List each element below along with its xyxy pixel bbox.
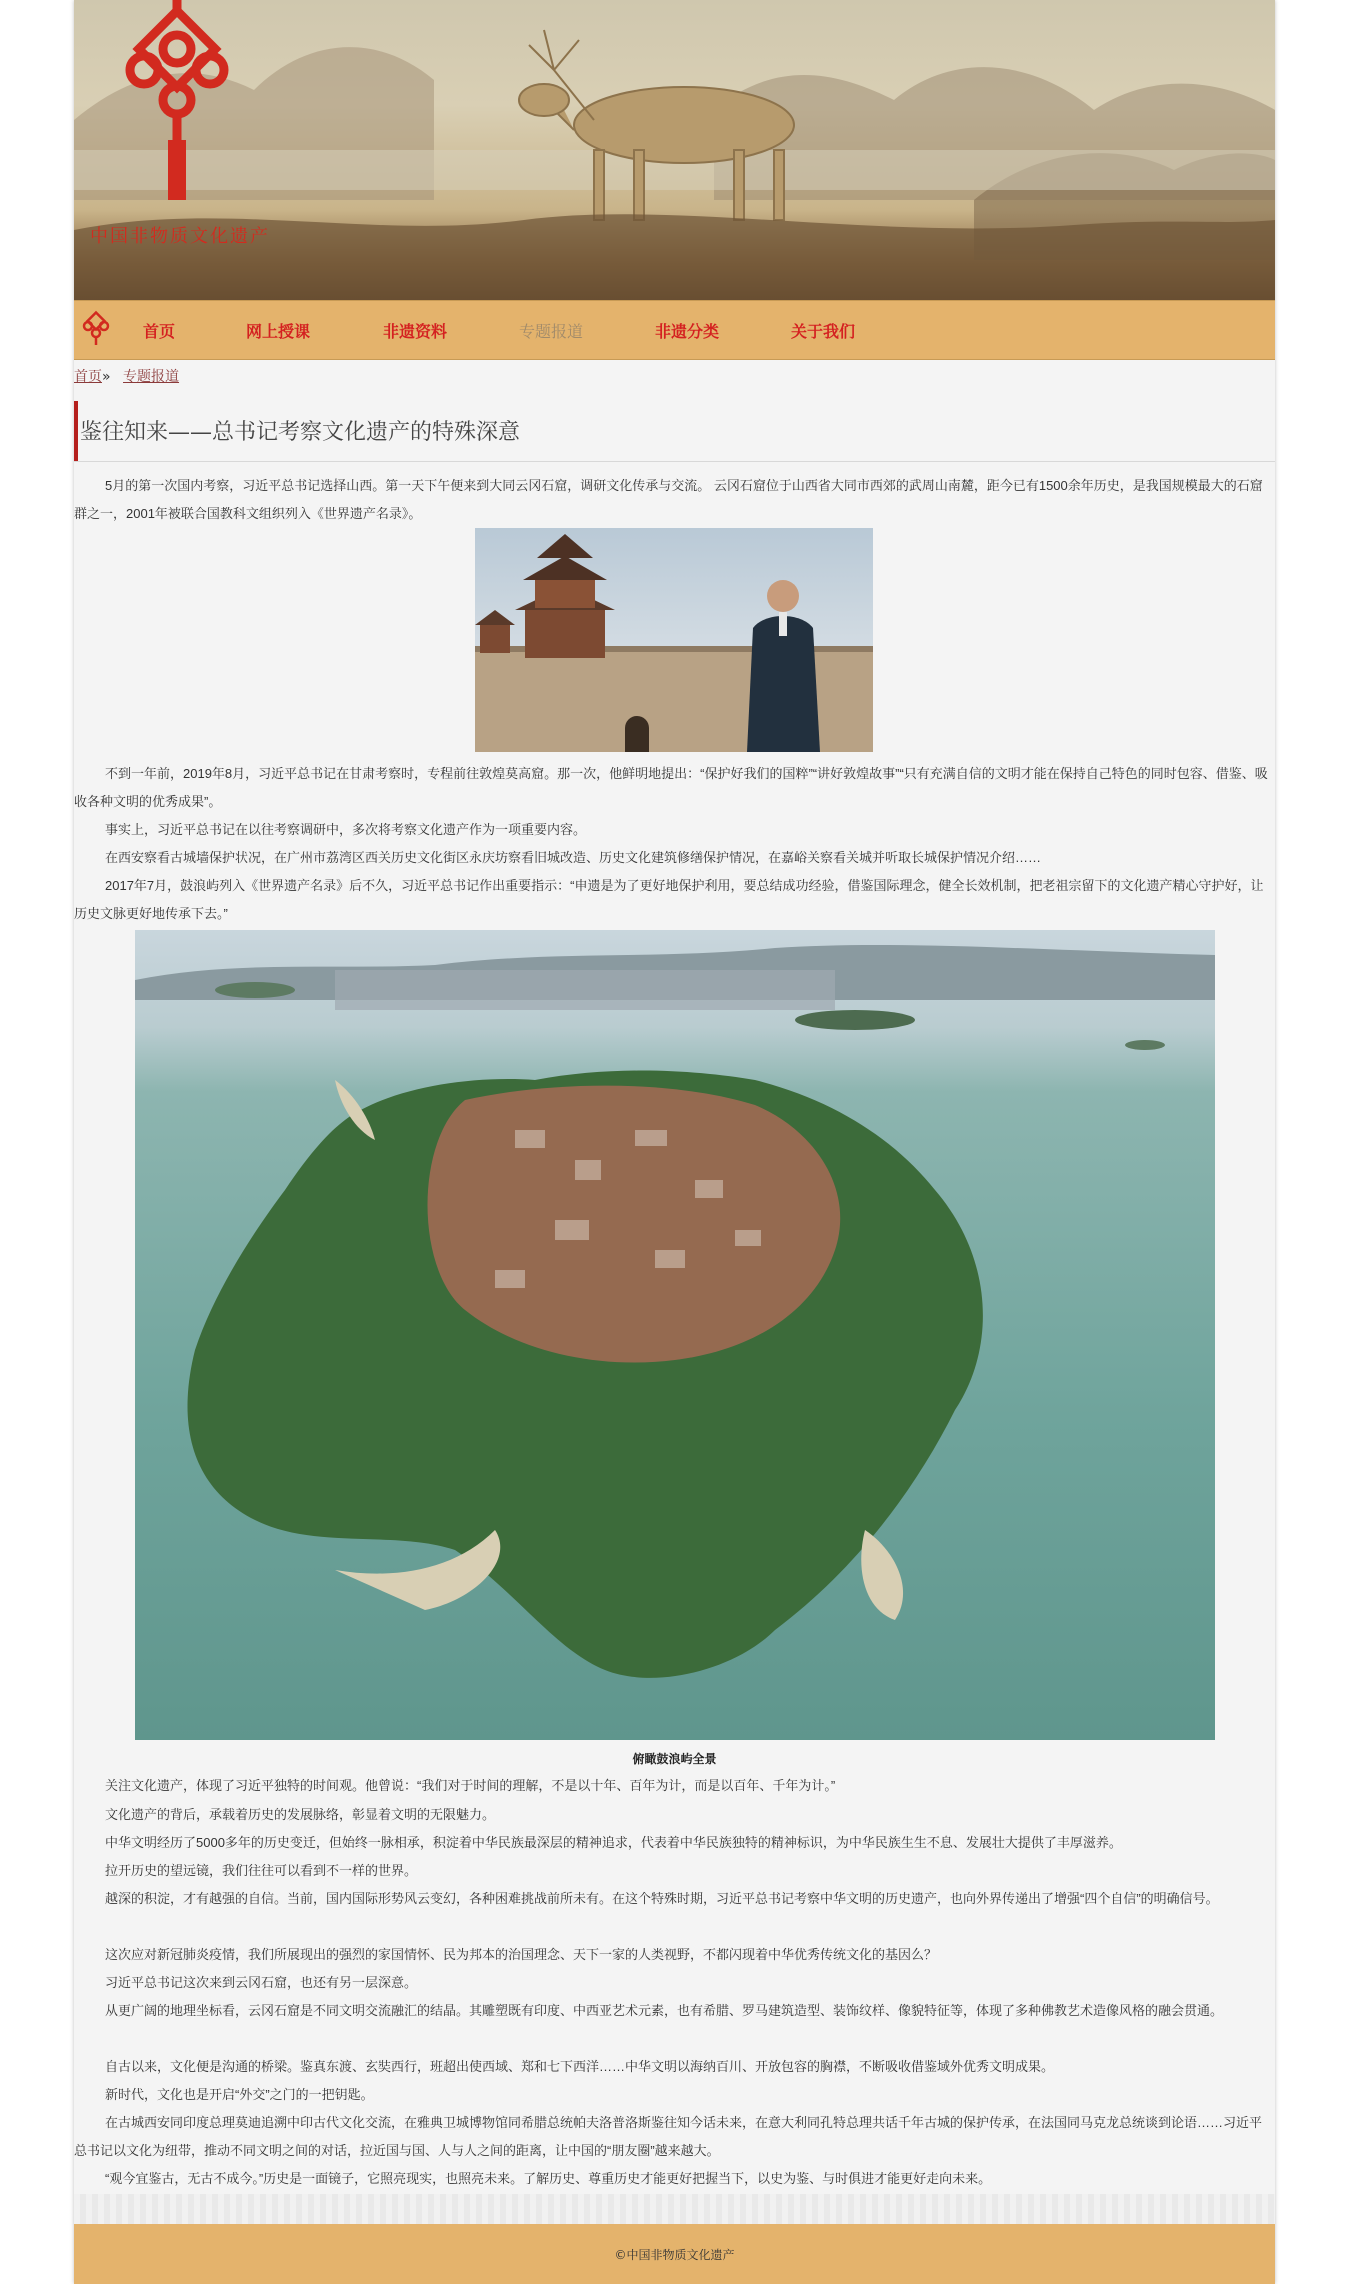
header-banner (74, 0, 1275, 300)
photo-caption: 俯瞰鼓浪屿全景 (632, 1752, 717, 1766)
article-title-bar (74, 401, 1275, 462)
nav-item-heritage-categories[interactable]: 非遗分类 (655, 322, 720, 341)
chinese-knot-logo (122, 0, 232, 205)
article-paragraph: 新时代，文化也是开启“外交”之门的一把钥匙。 (105, 2087, 374, 2102)
article-paragraph: 越深的积淀，才有越强的自信。当前，国内国际形势风云变幻，各种困难挑战前所未有。在这个特殊时期，习近平总书记考察中华文明的历史遗产，也向外界传递出了增强“四个自信”的明确信号。 (105, 1891, 1219, 1906)
article-paragraph: 在西安察看古城墙保护状况，在广州市荔湾区西关历史文化街区永庆坊察看旧城改造、历史文化建筑修缮保护情况，在嘉峪关察看关城并听取长城保护情况介绍…… (105, 850, 1042, 865)
title-accent-mark (74, 401, 78, 461)
footer-copyright: ©中国非物质文化遗产 (614, 2248, 735, 2262)
nav-knot-icon (82, 309, 110, 349)
article-paragraph: 这次应对新冠肺炎疫情，我们所展现出的强烈的家国情怀、民为邦本的治国理念、天下一家的人类视野，不都闪现着中华优秀传统文化的基因么？ (105, 1947, 938, 1962)
breadcrumb-separator: » (102, 369, 111, 385)
article-photo-gulangyu (135, 930, 1215, 1740)
breadcrumb (74, 366, 179, 386)
article-paragraph: 自古以来，文化便是沟通的桥梁。鉴真东渡、玄奘西行，班超出使西域、郑和七下西洋……中华文明以海纳百川、开放包容的胸襟，不断吸收借鉴域外优秀文明成果。 (105, 2059, 1055, 2074)
nav-item-about-us[interactable]: 关于我们 (791, 322, 856, 341)
nav-item-online-courses[interactable]: 网上授课 (246, 322, 311, 341)
article-paragraph: 2017年7月，鼓浪屿列入《世界遗产名录》后不久，习近平总书记作出重要指示：“申遗是为了更好地保护利用，要总结成功经验，借鉴国际理念，健全长效机制，把老祖宗留下的文化遗产精心守护好，让历史文脉更好地传承下去。” (74, 878, 1264, 921)
article-paragraph: 中华文明经历了5000多年的历史变迁，但始终一脉相承，积淀着中华民族最深层的精神追求，代表着中华民族独特的精神标识，为中华民族生生不息、发展壮大提供了丰厚滋养。 (105, 1835, 1122, 1850)
article-paragraph: 在古城西安同印度总理莫迪追溯中印古代文化交流，在雅典卫城博物馆同希腊总统帕夫洛普洛斯鉴往知今话未来，在意大利同孔特总理共话千年古城的保护传承，在法国同马克龙总统谈到论语……习近平总书记以文化为纽带，推动不同文明之间的对话，拉近国与国、人与人之间的距离，让中国的“朋友圈”越来越大。 (74, 2115, 1263, 2158)
banner-artwork (74, 0, 1275, 300)
main-navigation (74, 300, 1275, 360)
nav-item-special-reports[interactable]: 专题报道 (519, 322, 584, 341)
footer (74, 2224, 1275, 2284)
banner-title: 中国非物质文化遗产 (90, 226, 270, 247)
nav-item-heritage-materials[interactable]: 非遗资料 (383, 322, 448, 341)
breadcrumb-current-link[interactable]: 专题报道 (123, 369, 180, 385)
article-title: 鉴往知来——总书记考察文化遗产的特殊深意 (80, 420, 521, 445)
article-paragraph: 关注文化遗产，体现了习近平独特的时间观。他曾说：“我们对于时间的理解，不是以十年、百年为计，而是以百年、千年为计。” (105, 1778, 836, 1793)
nav-item-home[interactable]: 首页 (143, 322, 176, 341)
article-paragraph: 文化遗产的背后，承载着历史的发展脉络，彰显着文明的无限魅力。 (105, 1807, 496, 1822)
article-paragraph: 不到一年前，2019年8月，习近平总书记在甘肃考察时，专程前往敦煌莫高窟。那一次，他鲜明地提出：“保护好我们的国粹”“讲好敦煌故事”“只有充满自信的文明才能在保持自己特色的同时包容、借鉴、吸收各种文明的优秀成果”。 (74, 766, 1268, 809)
footer-divider (74, 2194, 1275, 2224)
breadcrumb-home-link[interactable]: 首页 (74, 369, 102, 385)
article-paragraph: 习近平总书记这次来到云冈石窟，也还有另一层深意。 (105, 1975, 418, 1990)
article-paragraph: 5月的第一次国内考察，习近平总书记选择山西。第一天下午便来到大同云冈石窟，调研文化传承与交流。 云冈石窟位于山西省大同市西郊的武周山南麓，距今已有1500余年历史，是我国规模最大的石窟群之一，2001年被联合国教科文组织列入《世界遗产名录》。 (74, 478, 1263, 521)
photo-gulangyu-art (135, 930, 1215, 1740)
page-container (74, 0, 1275, 2284)
article-paragraph: 从更广阔的地理坐标看，云冈石窟是不同文明交流融汇的结晶。其雕塑既有印度、中西亚艺术元素，也有希腊、罗马建筑造型、装饰纹样、像貌特征等，体现了多种佛教艺术造像风格的融会贯通。 (105, 2003, 1224, 2018)
article-photo-jiayuguan (475, 528, 873, 752)
article-paragraph: 拉开历史的望远镜，我们往往可以看到不一样的世界。 (105, 1863, 418, 1878)
photo-jiayuguan-art (475, 528, 873, 752)
article-paragraph: “观今宜鉴古，无古不成今。”历史是一面镜子，它照亮现实，也照亮未来。了解历史、尊重历史才能更好把握当下，以史为鉴、与时俱进才能更好走向未来。 (105, 2171, 992, 2186)
article-paragraph: 事实上，习近平总书记在以往考察调研中，多次将考察文化遗产作为一项重要内容。 (105, 822, 587, 837)
